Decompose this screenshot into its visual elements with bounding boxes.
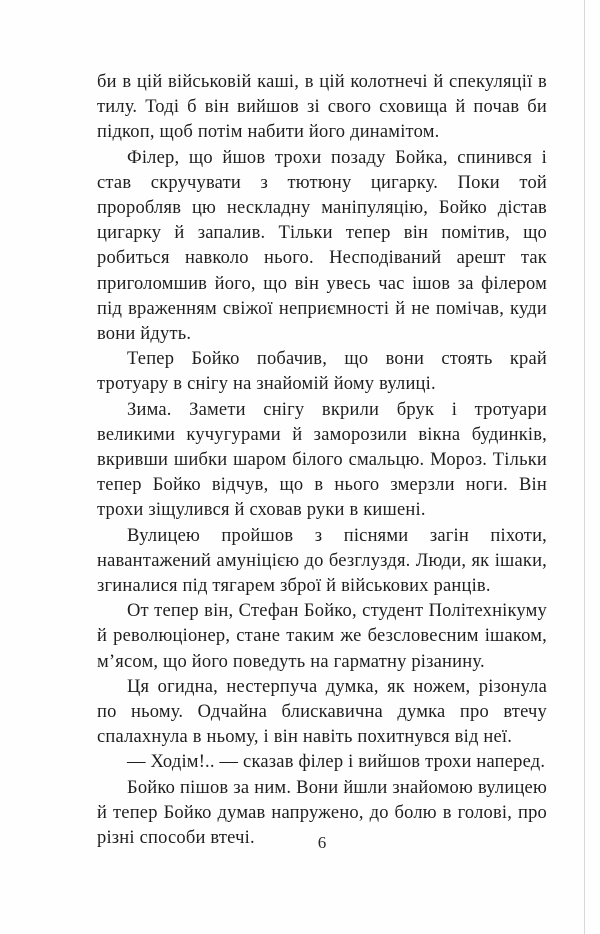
paragraph: Ця огидна, нестерпуча думка, як ножем, різонула по ньому. Одчайна блискавична думка про втечу спалахнула в ньому, і він навіть похитнувся від неї. <box>97 676 547 748</box>
paragraph: Філер, що йшов трохи позаду Бойка, спинився і став скручувати з тютюну цигарку. Поки той проробляв цю нескладну маніпуляцію, Бойко дістав цигарку й запалив. Тільки тепер він помітив, що робиться навколо нього. Несподіваний арешт так приголомшив його, що він увесь час ішов за філером під враженням свіжої неприємності й не помічав, куди вони йдуть. <box>97 147 547 345</box>
page-edge-line <box>584 0 585 934</box>
paragraph: Зима. Замети снігу вкрили брук і тротуари великими кучугурами й заморозили вікна будинків, вкривши шибки шаром білого смальцю. Мороз. Тільки тепер Бойко відчув, що в нього змерзли ноги. Він трохи зіщулився й сховав руки в кишені. <box>97 399 547 521</box>
paragraph-dialogue: — Ходім!.. — сказав філер і вийшов трохи наперед. <box>127 752 546 773</box>
paragraph: Тепер Бойко побачив, що вони стоять край тротуару в снігу на знайомій йому вулиці. <box>97 349 547 395</box>
paragraph: От тепер він, Стефан Бойко, студент Політехнікуму й революціонер, стане таким же безсловесним ішаком, м’ясом, що його поведуть на гарматну різанину. <box>97 601 547 672</box>
paragraph: Бойко пішов за ним. Вони йшли знайомою вулицею й тепер Бойко думав напружено, до болю в голові, про різні способи втечі. <box>97 777 547 849</box>
paragraph: би в цій військовій каші, в цій колотнечі й спекуляції в тилу. Тоді б він вийшов зі свого сховища й почав би підкоп, щоб потім набити його динамітом. <box>97 72 547 143</box>
text-block <box>97 70 547 851</box>
page-number: 6 <box>317 833 327 852</box>
paragraph: Вулицею пройшов з піснями загін піхоти, навантажений амуніцією до безглуздя. Люди, як ішаки, згиналися під тягарем зброї й військових ранців. <box>97 525 547 597</box>
